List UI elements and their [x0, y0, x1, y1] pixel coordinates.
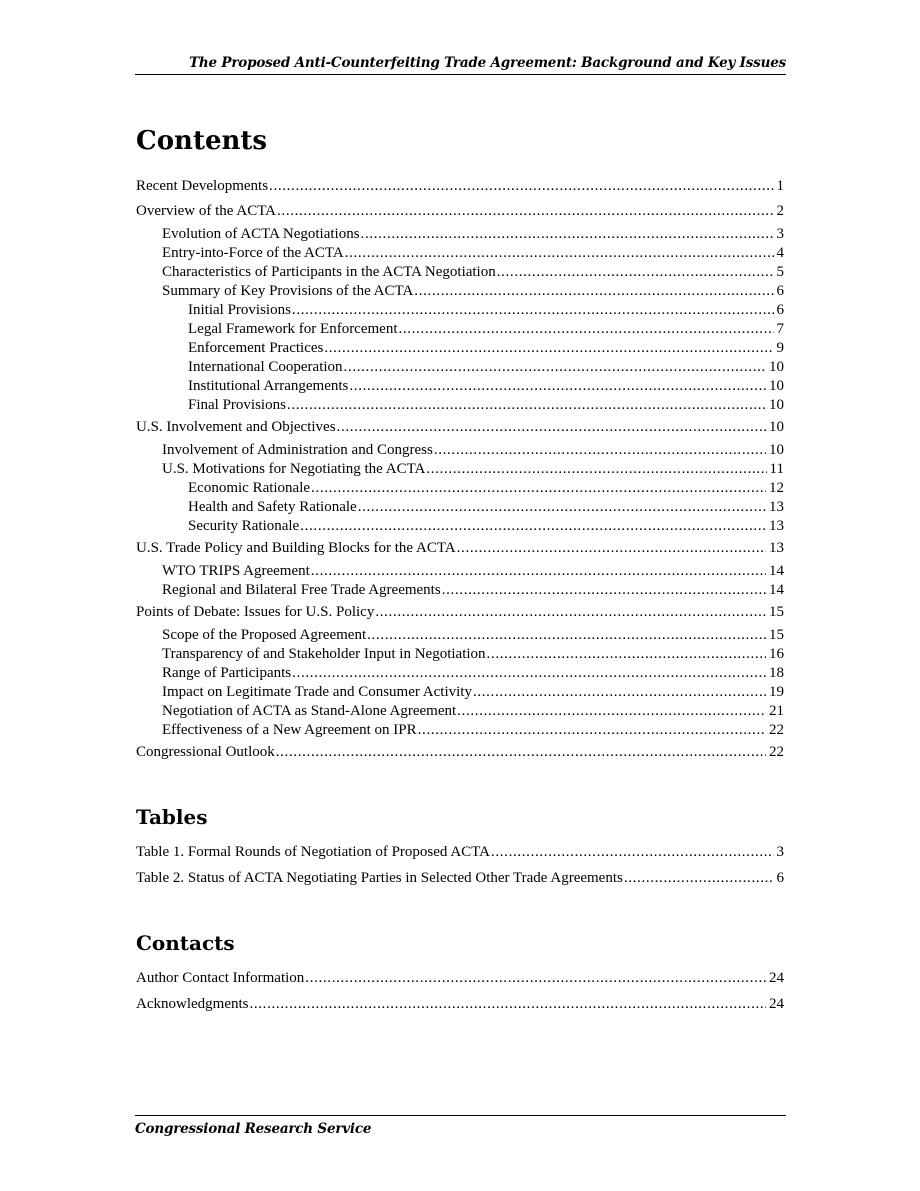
- toc-entry-label: Initial Provisions: [188, 302, 291, 318]
- dot-leader: [299, 517, 766, 536]
- toc-entry[interactable]: [136, 301, 784, 320]
- dot-leader: [291, 664, 766, 683]
- dot-leader: [374, 603, 766, 622]
- toc-entry[interactable]: [136, 969, 784, 988]
- toc-entry-label: Scope of the Proposed Agreement: [162, 627, 367, 643]
- toc-entry-page: 12: [769, 480, 784, 496]
- toc-entry-page: 15: [769, 604, 784, 620]
- toc-entry[interactable]: [136, 244, 784, 263]
- toc-entry[interactable]: [136, 743, 784, 762]
- toc-entry-page: 9: [776, 340, 784, 356]
- toc-entry[interactable]: [136, 626, 784, 645]
- dot-leader: [310, 562, 766, 581]
- dot-leader: [413, 282, 773, 301]
- toc-entry-label: Security Rationale: [188, 518, 300, 534]
- toc-entry-page: 11: [769, 461, 784, 477]
- running-header: [135, 55, 786, 75]
- toc-entry[interactable]: [136, 358, 784, 377]
- toc-entry-label: Final Provisions: [188, 397, 286, 413]
- dot-leader: [366, 626, 766, 645]
- dot-leader: [496, 263, 774, 282]
- toc-entry-page: 10: [769, 419, 784, 435]
- toc-entry-label: Table 1. Formal Rounds of Negotiation of Proposed ACTA: [136, 844, 490, 860]
- toc-entry-label: Summary of Key Provisions of the ACTA: [162, 283, 414, 299]
- toc-entry-page: 10: [769, 397, 784, 413]
- toc-entry[interactable]: [136, 995, 784, 1014]
- toc-entry-page: 7: [776, 321, 784, 337]
- toc-entry[interactable]: [136, 202, 784, 221]
- toc-entry-page: 13: [769, 540, 784, 556]
- toc-entry-label: U.S. Involvement and Objectives: [136, 419, 336, 435]
- toc-entry-label: Points of Debate: Issues for U.S. Policy: [136, 604, 375, 620]
- toc-entry[interactable]: [136, 517, 784, 536]
- toc-entry-label: Acknowledgments: [136, 996, 249, 1012]
- dot-leader: [398, 320, 774, 339]
- dot-leader: [248, 995, 766, 1014]
- running-header-title: The Proposed Anti-Counterfeiting Trade Agreement: Background and Key Issues: [189, 55, 786, 71]
- toc-entry-label: Institutional Arrangements: [188, 378, 349, 394]
- toc-entry[interactable]: [136, 869, 784, 888]
- toc-entry-page: 5: [776, 264, 784, 280]
- toc-entry-page: 24: [769, 996, 784, 1012]
- toc-entry[interactable]: [136, 683, 784, 702]
- toc-entry-page: 13: [769, 499, 784, 515]
- dot-leader: [275, 743, 766, 762]
- dot-leader: [472, 683, 766, 702]
- toc-entry-label: Regional and Bilateral Free Trade Agreements: [162, 582, 441, 598]
- toc-entry-page: 24: [769, 970, 784, 986]
- toc-entry-label: Involvement of Administration and Congress: [162, 442, 433, 458]
- dot-leader: [623, 869, 774, 888]
- toc-entry-page: 21: [769, 703, 784, 719]
- dot-leader: [425, 460, 766, 479]
- dot-leader: [336, 418, 766, 437]
- toc-entry-page: 15: [769, 627, 784, 643]
- toc-entry[interactable]: [136, 263, 784, 282]
- footer-organization: Congressional Research Service: [135, 1121, 372, 1137]
- toc-entry[interactable]: [136, 498, 784, 517]
- toc-entry-page: 16: [769, 646, 784, 662]
- contents-heading: Contents: [136, 126, 268, 156]
- dot-leader: [323, 339, 773, 358]
- dot-leader: [490, 843, 774, 862]
- dot-leader: [276, 202, 773, 221]
- toc-entry[interactable]: [136, 282, 784, 301]
- toc-entry[interactable]: [136, 396, 784, 415]
- toc-entry-page: 22: [769, 722, 784, 738]
- toc-entry[interactable]: [136, 441, 784, 460]
- dot-leader: [417, 721, 766, 740]
- toc-entry-label: Overview of the ACTA: [136, 203, 277, 219]
- toc-entry-label: Economic Rationale: [188, 480, 311, 496]
- toc-entry-label: WTO TRIPS Agreement: [162, 563, 310, 579]
- toc-entry[interactable]: [136, 664, 784, 683]
- toc-entry[interactable]: [136, 562, 784, 581]
- toc-entry-label: Transparency of and Stakeholder Input in Negotiation: [162, 646, 486, 662]
- toc-entry-page: 22: [769, 744, 784, 760]
- toc-entry-label: Health and Safety Rationale: [188, 499, 357, 515]
- contacts-heading: Contacts: [136, 931, 235, 955]
- dot-leader: [348, 377, 766, 396]
- toc-entry[interactable]: [136, 843, 784, 862]
- toc-entry-page: 6: [776, 302, 784, 318]
- dot-leader: [304, 969, 766, 988]
- dot-leader: [441, 581, 766, 600]
- toc-entry[interactable]: [136, 539, 784, 558]
- toc-entry-label: Congressional Outlook: [136, 744, 275, 760]
- toc-entry-label: Impact on Legitimate Trade and Consumer Activity: [162, 684, 472, 700]
- toc-entry-page: 3: [776, 226, 784, 242]
- dot-leader: [344, 244, 774, 263]
- dot-leader: [291, 301, 774, 320]
- toc-entry-label: Entry-into-Force of the ACTA: [162, 245, 344, 261]
- toc-entry[interactable]: [136, 581, 784, 600]
- toc-entry-label: Table 2. Status of ACTA Negotiating Parties in Selected Other Trade Agreements: [136, 870, 623, 886]
- toc-entry-page: 6: [776, 283, 784, 299]
- tables-heading: Tables: [136, 805, 208, 829]
- toc-entry-label: U.S. Motivations for Negotiating the ACTA: [162, 461, 426, 477]
- toc-entry[interactable]: [136, 721, 784, 740]
- dot-leader: [456, 702, 766, 721]
- toc-entry[interactable]: [136, 225, 784, 244]
- toc-entry-page: 10: [769, 442, 784, 458]
- toc-entry-label: International Cooperation: [188, 359, 343, 375]
- dot-leader: [456, 539, 766, 558]
- dot-leader: [357, 498, 766, 517]
- toc-entry-page: 10: [769, 359, 784, 375]
- toc-entry[interactable]: [136, 603, 784, 622]
- toc-entry[interactable]: [136, 702, 784, 721]
- toc-entry-label: Author Contact Information: [136, 970, 305, 986]
- dot-leader: [286, 396, 766, 415]
- toc-entry[interactable]: [136, 177, 784, 196]
- toc-entry-page: 14: [769, 582, 784, 598]
- toc-entry-page: 14: [769, 563, 784, 579]
- toc-entry[interactable]: [136, 418, 784, 437]
- toc-entry-label: Enforcement Practices: [188, 340, 324, 356]
- toc-entry[interactable]: [136, 339, 784, 358]
- toc-entry[interactable]: [136, 320, 784, 339]
- toc-entry-label: Negotiation of ACTA as Stand-Alone Agreement: [162, 703, 457, 719]
- toc-entry-label: Legal Framework for Enforcement: [188, 321, 398, 337]
- toc-entry[interactable]: [136, 645, 784, 664]
- toc-entry-page: 19: [769, 684, 784, 700]
- toc-entry-page: 13: [769, 518, 784, 534]
- toc-entry-page: 4: [776, 245, 784, 261]
- toc-entry-label: Evolution of ACTA Negotiations: [162, 226, 360, 242]
- toc-entry-page: 1: [776, 178, 784, 194]
- toc-entry-page: 10: [769, 378, 784, 394]
- toc-entry[interactable]: [136, 460, 784, 479]
- toc-entry-page: 18: [769, 665, 784, 681]
- dot-leader: [310, 479, 766, 498]
- toc-entry[interactable]: [136, 377, 784, 396]
- toc-entry-label: U.S. Trade Policy and Building Blocks for the ACTA: [136, 540, 456, 556]
- dot-leader: [268, 177, 773, 196]
- dot-leader: [360, 225, 774, 244]
- toc-entry-page: 6: [776, 870, 784, 886]
- running-footer: [135, 1115, 786, 1138]
- toc-entry-page: 2: [776, 203, 784, 219]
- toc-entry-page: 3: [776, 844, 784, 860]
- toc-entry-label: Recent Developments: [136, 178, 269, 194]
- toc-entry-label: Effectiveness of a New Agreement on IPR: [162, 722, 417, 738]
- toc-entry-label: Range of Participants: [162, 665, 292, 681]
- toc-entry[interactable]: [136, 479, 784, 498]
- toc-entry-label: Characteristics of Participants in the ACTA Negotiation: [162, 264, 496, 280]
- dot-leader: [486, 645, 766, 664]
- dot-leader: [433, 441, 766, 460]
- dot-leader: [343, 358, 766, 377]
